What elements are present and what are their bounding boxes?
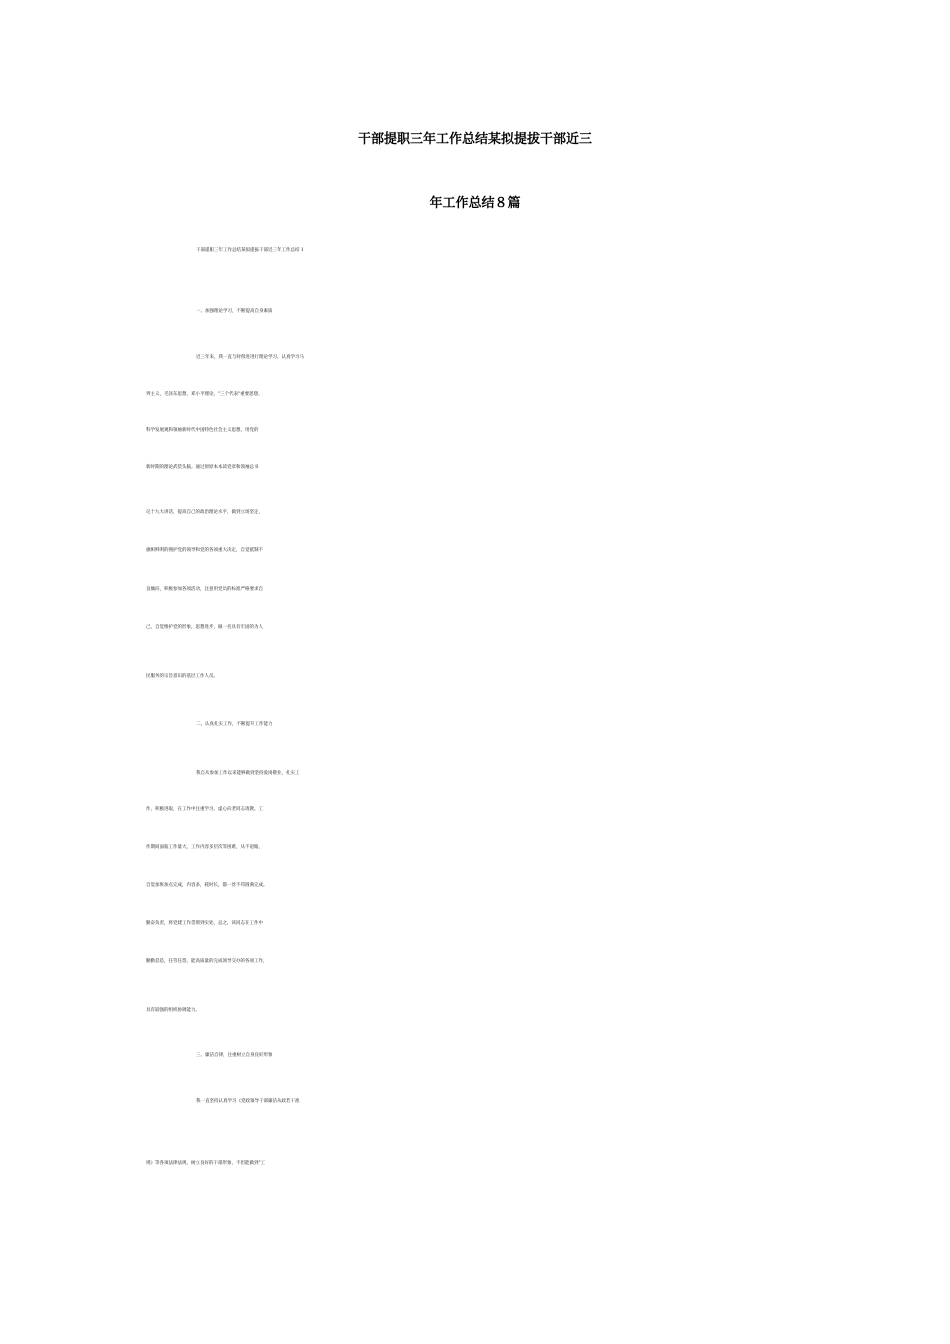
paragraph-line: 我自从参加工作以来能够做到坚持爱岗敬业，扎实工 (196, 771, 300, 776)
paragraph-line: 作，积极进取，在工作中注重学习，虚心向老同志请教。工 (146, 807, 263, 812)
paragraph-line: 记十九大讲话，提高自己的政治理论水平，做到立场坚定， (146, 510, 263, 515)
paragraph-line: 民服务的宗旨意识的基层工作人员。 (146, 674, 218, 679)
document-subtitle: 干部提职三年工作总结某拟提拔干部近三年工作总结 1 (196, 248, 304, 253)
paragraph-line: 作期间面临工作量大，工作内容多层次等困难，从不退缩， (146, 845, 263, 850)
paragraph-line: 己，自觉维护党的形象，思想进步，做一名具有牢固的为人 (146, 625, 263, 630)
paragraph-line: 勤奋负责，将党建工作贯彻到实处。总之，该同志在工作中 (146, 921, 263, 926)
paragraph-line: 新时期的理论武装头脑。通过原原本本读党章和领袖总书 (146, 465, 259, 470)
section-heading-3: 三、廉洁自律，注重树立自身良好形象 (196, 1053, 273, 1058)
document-title-line-1: 干部提职三年工作总结某拟提拔干部近三 (357, 132, 592, 147)
paragraph-line: 列主义，毛泽东思想，邓小平理论、"三个代表"重要思想、 (146, 392, 263, 397)
paragraph-line: 自觉加班加点完成，内容多，耗时长，都一丝不苟圆满完成。 (146, 883, 268, 888)
paragraph-line: 近三年来，我一直与时俱进进行理论学习。认真学习马 (196, 355, 304, 360)
paragraph-line: 则》等各项法律法规，树立良好的干部形象，不但能做到"工 (146, 1161, 266, 1166)
paragraph-line: 旗帜鲜明的拥护党的领导和党的各项重大决定，自觉抵制不 (146, 548, 263, 553)
section-heading-1: 一、加强理论学习，不断提高自身素质 (196, 309, 273, 314)
paragraph-line: 我一直坚持认真学习《党政领导干部廉洁从政若干准 (196, 1099, 300, 1104)
document-title-line-2: 年工作总结８篇 (429, 196, 521, 211)
paragraph-line: 勤勤恳恳，任劳任怨，能高质量的完成领导交办的各项工作， (146, 959, 268, 964)
paragraph-line: 科学发展观和领袖新时代中国特色社会主义思想，用党的 (146, 428, 259, 433)
paragraph-line: 具有较强的组织协调能力。 (146, 1008, 200, 1013)
paragraph-line: 良倾向，积极参加各项活动，注意用党员的标准严格要求自 (146, 587, 263, 592)
section-heading-2: 二、认真扎实工作，不断提升工作能力 (196, 722, 273, 727)
